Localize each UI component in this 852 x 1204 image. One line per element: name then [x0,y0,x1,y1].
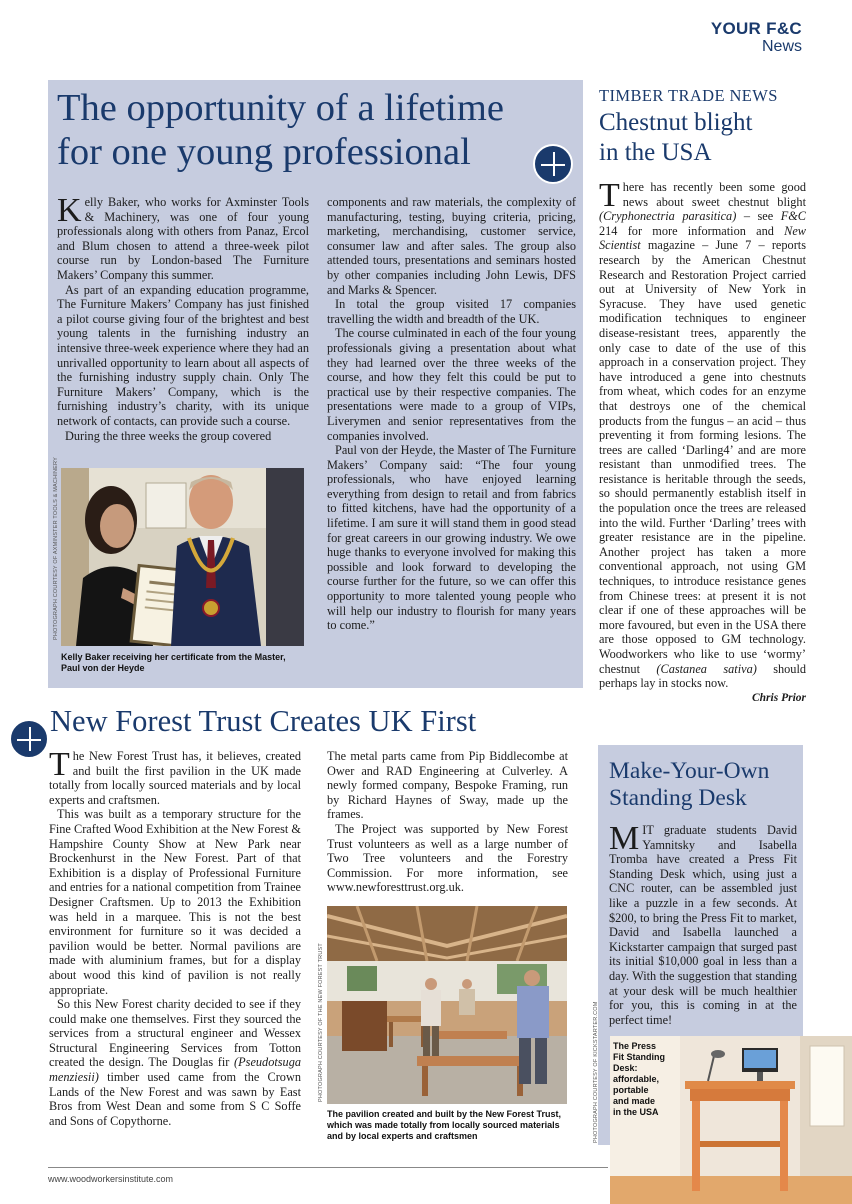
photo-credit: PHOTOGRAPH COURTESY OF KICKSTARTER.COM [593,1001,599,1143]
photo-caption: The Press Fit Standing Desk: affordable, portable and made in the USA [613,1041,665,1117]
article1-headline: The opportunity of a lifetime for one young professional [57,87,504,173]
article4-headline: Make-Your-Own Standing Desk [609,758,770,811]
dropcap: T [599,177,620,214]
photo-caption: The pavilion created and built by the New Forest Trust, which was made totally from locally sourced materials and by local experts and craftsmen [327,1109,562,1141]
article4-body: MIT graduate students David Yamnitsky and Isabella Tromba have created a Press Fit Standing Desk which, using just a CNC router, can be assembled just like a puzzle in a few seconds. At $200, to bring the Press Fit to market, David and Isabella launched a Kickstarter campaign that surged past its initial $10,000 goal in less than a day. With the suggestion that standing at your desk will be much healthier for you, this is coming in at the perfect time! [609,820,797,1027]
article2-headline: Chestnut blight in the USA [599,109,753,166]
certificate-photo-illustration [61,468,304,646]
article2-byline: Chris Prior [751,691,806,704]
article1-column-1: Kelly Baker, who works for Axminster Tools & Machinery, was one of four young professionals along with others from Panaz, Ercol and Blum chosen to attend a three-week pilot course run by London-based The Furniture Makers’ Company this summer. As part of an expanding education programme, The Furniture Makers’ Company has just finished a pilot course giving four of the brightest and best young talents in the furnishing industry an intensive three-week experience where they had an unrivalled opportunity to learn about all aspects of the furnishing industry supply chain. Only The Furniture Makers’ Company, which is the furnishing industry’s charity, with its unique network of contacts, can provide such a course. During the three weeks the group covered [57,192,309,443]
dropcap: K [57,192,82,229]
footer-url: www.woodworkersinstitute.com [48,1174,174,1184]
photo-credit: PHOTOGRAPH COURTESY OF THE NEW FOREST TRUST [318,943,324,1102]
article1-column-2: components and raw materials, the complexity of manufacturing, testing, buying criteria, pricing, marketing, merchandising, customer service, consumer law and after sales. The group also attended tours, presentations and seminars hosted by other companies including John Lewis, DFS and Marks & Spencer. In total the group visited 17 companies travelling the width and breadth of the UK. The course culminated in each of the four young professionals giving a presentation about what they had learned over the three weeks of the course, and how they felt this could be put to practical use by their respective companies. The presentations were made to a group of VIPs, Liverymen and senior representatives from the companies involved. Paul von der Heyde, the Master of The Furniture Makers’ Company said: “The four young professionals, who have enjoyed learning everything from design to retail and from fabrics to fitted kitchens, have had the opportunity of a lifetime. I am sure it will stand them in good stead for great careers in our growing industry. We owe huge thanks to everyone involved for making this possible and look forward to developing the course further for the future, so we can offer this opportunity to more talented young people who will help our industry to flourish for many years to come.” [327,195,576,633]
certificate-photo [61,468,304,646]
article3-headline: New Forest Trust Creates UK First [50,704,477,738]
article2-kicker: TIMBER TRADE NEWS [599,86,778,105]
dropcap: M [609,820,640,857]
photo-credit: PHOTOGRAPH COURTESY OF AXMINSTER TOOLS & MACHINERY [53,457,59,640]
article2-body: There has recently been some good news about sweet chestnut blight (Cryphonectria parasitica) – see F&C 214 for more information and New Scientist magazine – June 7 – reports research by the American Chestnut Research and Restoration Project carried out at University of New York in Syracuse. They have used genetic modification techniques to engineer disease-resistant trees, apparently the only case to date of the use of this approach in a conservation project. They have introduced a gene into chestnuts from wheat, which codes for an enzyme that destroys one of the chemical products from the fungus – an acid – thus preventing it from forming lesions. The trees are called ‘Darling4’ and are more resistant than unmodified trees. The resistance is heritable through the seeds, so should permanently establish itself in the population once the trees are released into the wild. Further ‘Darling’ trees with greater resistance are in the pipeline. Another project has taken a more conventional approach, not using GM techniques, to introduce resistance genes from Chinese trees: at present it is not clear if one of these approaches will be more favoured, but even in the USA there are those opposed to GM technology. Woodworkers who like to use ‘wormy’ chestnut (Castanea sativa) should perhaps lay in stocks now. Chris Prior [599,177,807,704]
section-subtitle: News [761,38,802,55]
section-header [711,20,802,56]
article3-column-1: The New Forest Trust has, it believes, created and built the first pavilion in the UK made totally from locally sourced materials and by local experts and craftsmen. This was built as a temporary structure for the Fine Crafted Wood Exhibition at the New Forest & Hampshire County Show at New Park near Brockenhurst in the New Forest. Part of that Exhibition is a display of Professional Furniture and entries for a national competition from Trainee Designer Craftsmen. Up to 2013 the Exhibition was held in a marquee. This is not the best environment for furniture so it was decided a pavilion would be better. Normal pavilions are made with aluminium frames, but for a display about wood this kind of pavilion is not really appropriate. So this New Forest charity decided to see if they could make one themselves. First they sourced the services from a structural engineer and Wessex Structural Engineering Services from Totton created the design. The Douglas fir (Pseudotsuga menziesii) timber used came from the Crown Lands of the New Forest and was sawn by East Bros from West Dean and some from S C Soffe and Sons of Copythorne. [49,746,301,1128]
plus-icon [9,719,49,759]
plus-icon [533,144,573,184]
footer-divider [48,1167,608,1168]
article3-column-2: The metal parts came from Pip Biddlecombe at Ower and RAD Engineering at Culverley. A newly formed company, Bespoke Framing, run by Richard Haynes of Sway, made up the frames. The Project was supported by New Forest Trust volunteers as well as a large number of Two Tree volunteers and the Forestry Commission. For more information, see www.newforesttrust.org.uk. [327,749,568,895]
section-title: YOUR F&C [710,19,802,38]
photo-caption: Kelly Baker receiving her certificate from the Master, Paul von der Heyde [61,652,286,673]
pavilion-photo-illustration [327,906,567,1104]
pavilion-photo [327,906,567,1104]
article2-header [599,86,809,168]
dropcap: T [49,746,70,783]
